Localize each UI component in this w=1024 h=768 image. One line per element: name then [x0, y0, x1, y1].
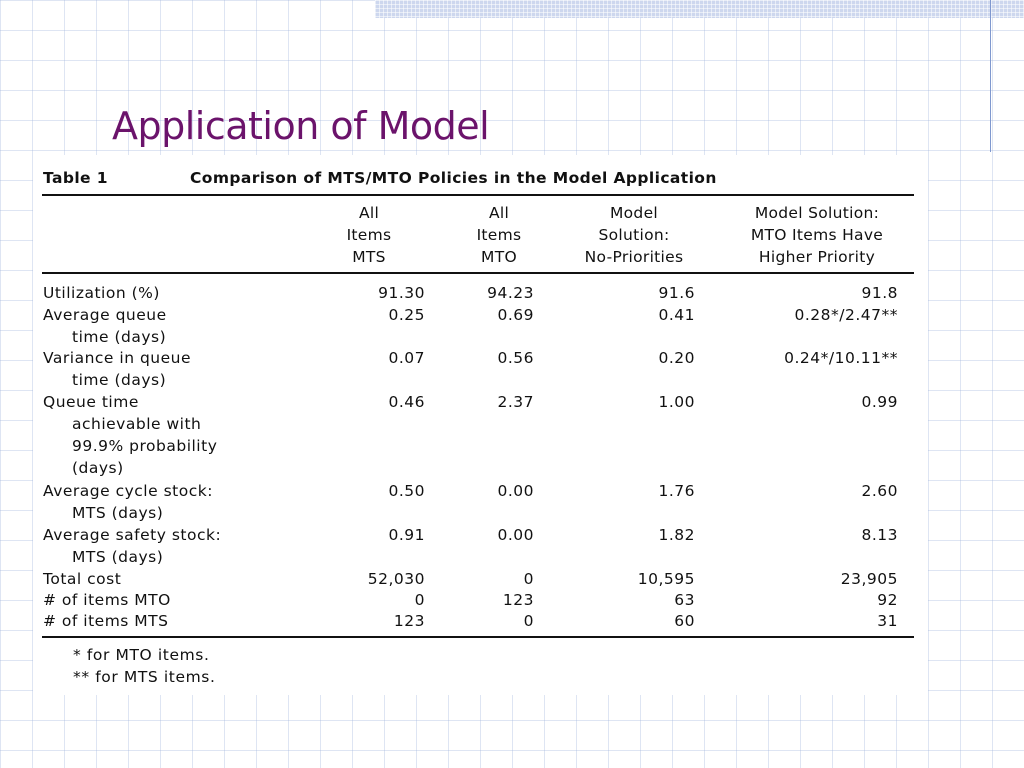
cell-no-priorities: 1.00: [658, 393, 695, 411]
cell-all-items-mto: 0.56: [497, 349, 534, 367]
column-header-model-solution-mto-priority: Model Solution: MTO Items Have Higher Priority: [750, 204, 884, 266]
cell-all-items-mts: 52,030: [367, 570, 425, 588]
cell-mto-priority: 0.99: [861, 393, 898, 411]
cell-all-items-mto: 123: [502, 591, 534, 609]
cell-no-priorities: 1.76: [658, 482, 695, 500]
cell-mto-priority: 91.8: [861, 284, 898, 302]
decorative-top-band: [375, 0, 1024, 18]
table-bottom-rule: [42, 636, 914, 638]
row-label: Average cycle stock: MTS (days): [43, 482, 213, 522]
cell-no-priorities: 91.6: [658, 284, 695, 302]
cell-no-priorities: 0.41: [658, 306, 695, 324]
cell-mto-priority: 0.24*/10.11**: [784, 349, 898, 367]
row-label: Utilization (%): [43, 284, 160, 302]
row-label: Variance in queue time (days): [43, 349, 191, 389]
cell-all-items-mto: 0: [523, 570, 534, 588]
slide-title: Application of Model: [112, 104, 490, 148]
row-label: # of items MTO: [43, 591, 171, 609]
cell-all-items-mto: 94.23: [487, 284, 534, 302]
footnote-mto: * for MTO items.: [73, 646, 210, 664]
footnote-mts: ** for MTS items.: [73, 668, 216, 686]
row-label: # of items MTS: [43, 612, 169, 630]
column-header-all-items-mts: All Items MTS: [346, 204, 392, 266]
cell-mto-priority: 2.60: [861, 482, 898, 500]
cell-all-items-mto: 0.00: [497, 526, 534, 544]
cell-all-items-mts: 0.91: [388, 526, 425, 544]
cell-mto-priority: 23,905: [840, 570, 898, 588]
cell-all-items-mto: 0: [523, 612, 534, 630]
cell-no-priorities: 0.20: [658, 349, 695, 367]
row-label: Average queue time (days): [43, 306, 167, 346]
row-label: Total cost: [43, 570, 122, 588]
cell-all-items-mts: 0: [414, 591, 425, 609]
cell-all-items-mto: 2.37: [497, 393, 534, 411]
cell-all-items-mto: 0.69: [497, 306, 534, 324]
cell-no-priorities: 10,595: [637, 570, 695, 588]
cell-no-priorities: 60: [674, 612, 695, 630]
cell-all-items-mto: 0.00: [497, 482, 534, 500]
cell-all-items-mts: 123: [393, 612, 425, 630]
cell-mto-priority: 92: [877, 591, 898, 609]
cell-no-priorities: 63: [674, 591, 695, 609]
decorative-vertical-rule: [990, 0, 991, 152]
comparison-table: [33, 155, 928, 695]
column-header-all-items-mto: All Items MTO: [476, 204, 522, 266]
table-label: Table 1: [43, 169, 108, 187]
cell-all-items-mts: 0.46: [388, 393, 425, 411]
column-header-model-solution-no-priorities: Model Solution: No-Priorities: [584, 204, 684, 266]
table-caption-title: Comparison of MTS/MTO Policies in the Model Application: [190, 169, 717, 187]
table-header-rule: [42, 272, 914, 274]
cell-all-items-mts: 0.25: [388, 306, 425, 324]
row-label: Average safety stock: MTS (days): [43, 526, 222, 566]
cell-mto-priority: 8.13: [861, 526, 898, 544]
cell-no-priorities: 1.82: [658, 526, 695, 544]
cell-mto-priority: 31: [877, 612, 898, 630]
table-top-rule: [42, 194, 914, 196]
cell-all-items-mts: 0.50: [388, 482, 425, 500]
table-caption: [43, 169, 717, 187]
cell-mto-priority: 0.28*/2.47**: [794, 306, 898, 324]
cell-all-items-mts: 91.30: [378, 284, 425, 302]
row-label: Queue time achievable with 99.9% probability (days): [43, 393, 218, 477]
cell-all-items-mts: 0.07: [388, 349, 425, 367]
